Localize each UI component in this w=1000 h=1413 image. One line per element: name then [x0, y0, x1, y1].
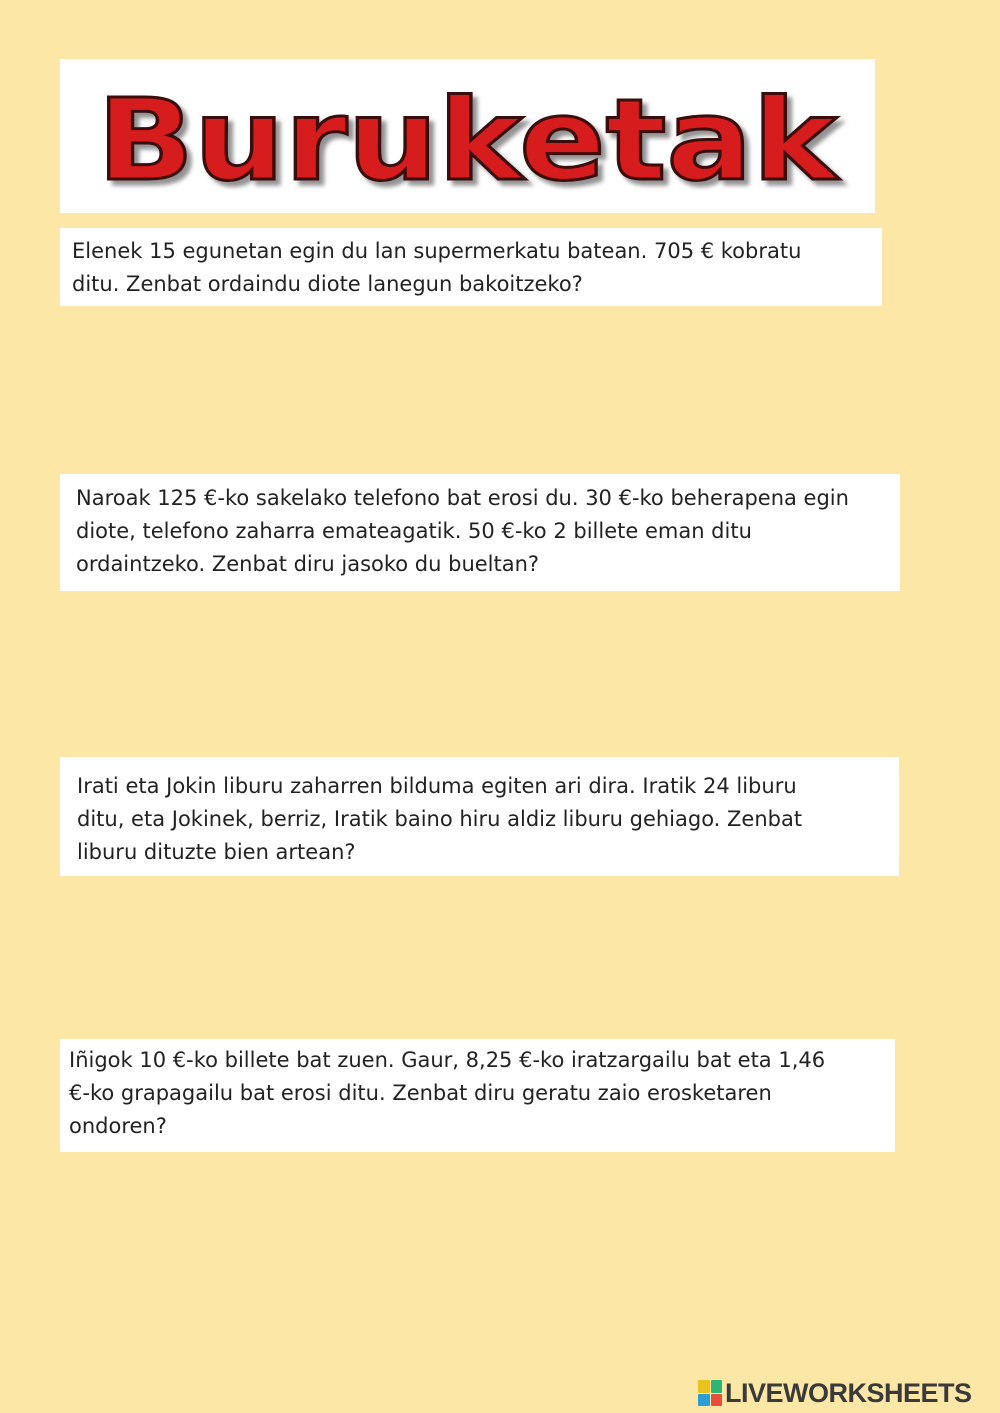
problem-2-line-2: diote, telefono zaharra emateagatik. 50 €-ko 2 billete eman ditu: [76, 519, 752, 543]
liveworksheets-brand: [698, 1378, 972, 1408]
problem-2: [60, 474, 900, 591]
title-banner: [60, 59, 875, 213]
title-graphic: [60, 59, 875, 213]
problem-4-line-3: ondoren?: [69, 1114, 167, 1138]
problem-3-line-2: ditu, eta Jokinek, berriz, Iratik baino hiru aldiz liburu gehiago. Zenbat: [77, 807, 803, 831]
problem-1-line-1: Elenek 15 egunetan egin du lan supermerkatu batean. 705 € kobratu: [72, 239, 802, 263]
page-title: Buruketak: [97, 76, 840, 206]
problem-2-line-1: Naroak 125 €-ko sakelako telefono bat erosi du. 30 €-ko beherapena egin: [76, 486, 849, 510]
brand-name: LIVEWORKSHEETS: [725, 1377, 972, 1408]
problem-3-line-3: liburu dituzte bien artean?: [77, 840, 356, 864]
problem-2-line-3: ordaintzeko. Zenbat diru jasoko du bueltan?: [76, 552, 540, 576]
problem-1-line-2: ditu. Zenbat ordaindu diote lanegun bakoitzeko?: [72, 272, 583, 296]
problem-3-line-1: Irati eta Jokin liburu zaharren bilduma egiten ari dira. Iratik 24 liburu: [77, 774, 797, 798]
problem-1: [60, 228, 882, 306]
problem-4: [60, 1039, 895, 1152]
problem-3: [60, 757, 899, 876]
problem-4-line-2: €-ko grapagailu bat erosi ditu. Zenbat diru geratu zaio erosketaren: [69, 1081, 772, 1105]
liveworksheets-logo-icon: [698, 1380, 722, 1406]
problem-4-line-1: Iñigok 10 €-ko billete bat zuen. Gaur, 8,25 €-ko iratzargailu bat eta 1,46: [69, 1048, 826, 1072]
